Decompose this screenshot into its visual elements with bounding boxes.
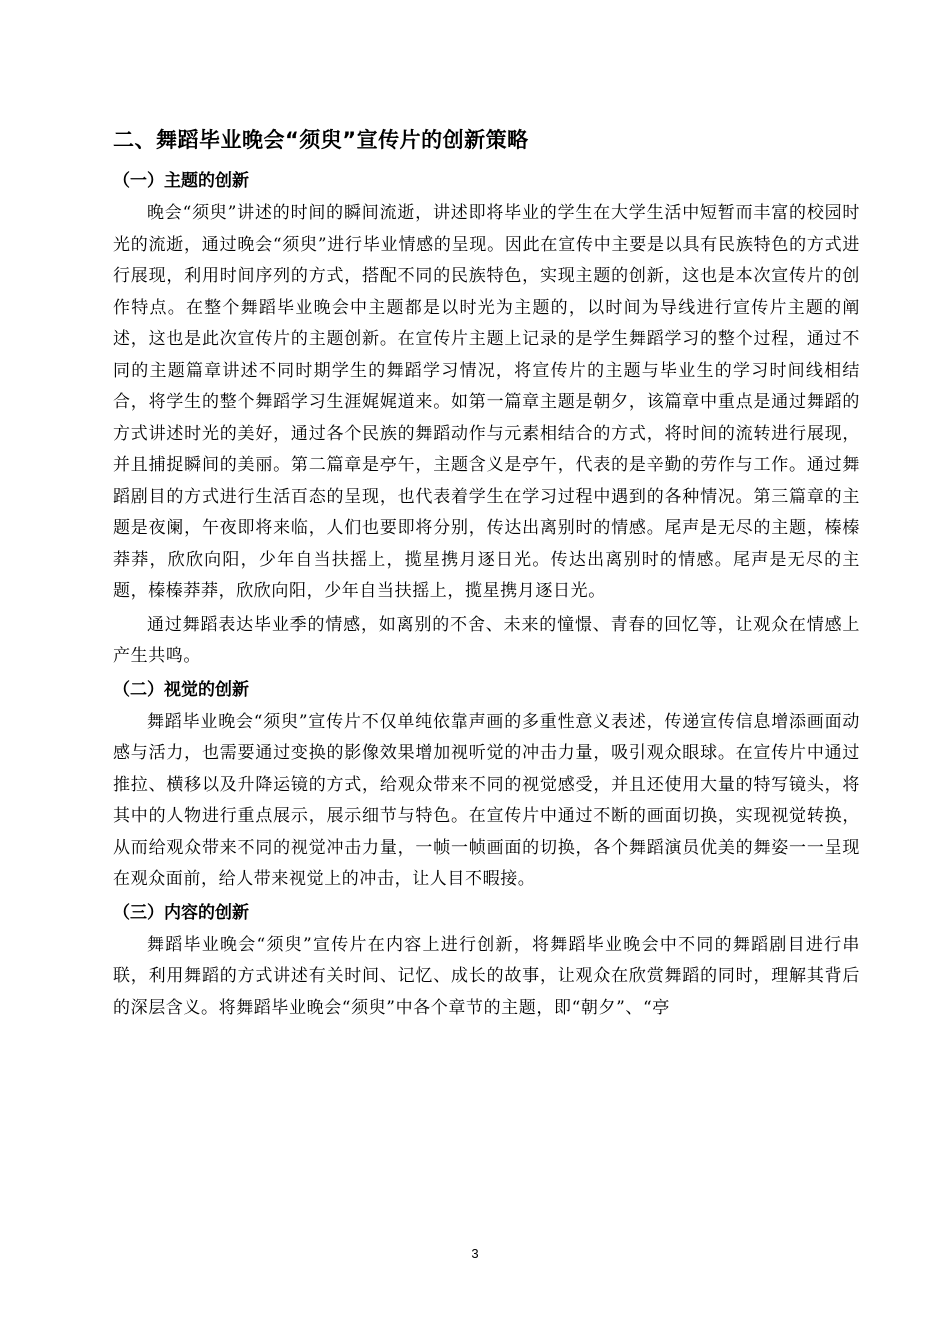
paragraph: 舞蹈毕业晚会“须臾”宣传片在内容上进行创新，将舞蹈毕业晚会中不同的舞蹈剧目进行串联，利用舞蹈的方式讲述有关时间、记忆、成长的故事，让观众在欣赏舞蹈的同时，理解其背后的深层含义。将舞蹈毕业晚会“须臾”中各个章节的主题，即“朝夕”、“亭 <box>113 934 860 1018</box>
subsection-heading-visual: （二）视觉的创新 <box>113 679 249 700</box>
page-number: 3 <box>471 1246 479 1261</box>
subsection-heading-theme: （一）主题的创新 <box>113 171 249 191</box>
paragraph: 晚会“须臾”讲述的时间的瞬间流逝，讲述即将毕业的学生在大学生活中短暂而丰富的校园时光的流逝，通过晚会“须臾”进行毕业情感的呈现。因此在宣传中主要是以具有民族特色的方式进行展现，利用时间序列的方式，搭配不同的民族特色，实现主题的创新，这也是本次宣传片的创作特点。在整个舞蹈毕业晚会中主题都是以时光为主题的，以时间为导线进行宣传片主题的阐述，这也是此次宣传片的主题创新。在宣传片主题上记录的是学生舞蹈学习的整个过程，通过不同的主题篇章讲述不同时期学生的舞蹈学习情况，将宣传片的主题与毕业生的学习时间线相结合，将学生的整个舞蹈学习生涯娓娓道来。如第一篇章主题是朝夕，该篇章中重点是通过舞蹈的方式讲述时光的美好，通过各个民族的舞蹈动作与元素相结合的方式，将时间的流转进行展现，并且捕捉瞬间的美丽。第二篇章是亭午，主题含义是亭午，代表的是辛勤的劳作与工作。通过舞蹈剧目的方式进行生活百态的呈现，也代表着学生在学习过程中遇到的各种情况。第三篇章的主题是夜阑，午夜即将来临，人们也要即将分别，传达出离别时的情感。尾声是无尽的主题，榛榛莽莽，欣欣向阳，少年自当扶摇上，揽星携月逐日光。传达出离别时的情感。尾声是无尽的主题，榛榛莽莽，欣欣向阳，少年自当扶摇上，揽星携月逐日光。 <box>113 203 860 601</box>
section-heading: 二、舞蹈毕业晚会“须臾”宣传片的创新策略 <box>113 128 529 152</box>
page-body <box>113 122 860 1026</box>
paragraph: 通过舞蹈表达毕业季的情感，如离别的不舍、未来的憧憬、青春的回忆等，让观众在情感上产生共鸣。 <box>113 614 860 666</box>
paragraph: 舞蹈毕业晚会“须臾”宣传片不仅单纯依靠声画的多重性意义表述，传递宣传信息增添画面动感与活力，也需要通过变换的影像效果增加视听觉的冲击力量，吸引观众眼球。在宣传片中通过推拉、横移以及升降运镜的方式，给观众带来不同的视觉感受，并且还使用大量的特写镜头，将其中的人物进行重点展示，展示细节与特色。在宣传片中通过不断的画面切换，实现视觉转换，从而给观众带来不同的视觉冲击力量，一帧一帧画面的切换，各个舞蹈演员优美的舞姿一一呈现在观众面前，给人带来视觉上的冲击，让人目不暇接。 <box>113 711 860 889</box>
subsection-heading-content: （三）内容的创新 <box>113 902 249 923</box>
